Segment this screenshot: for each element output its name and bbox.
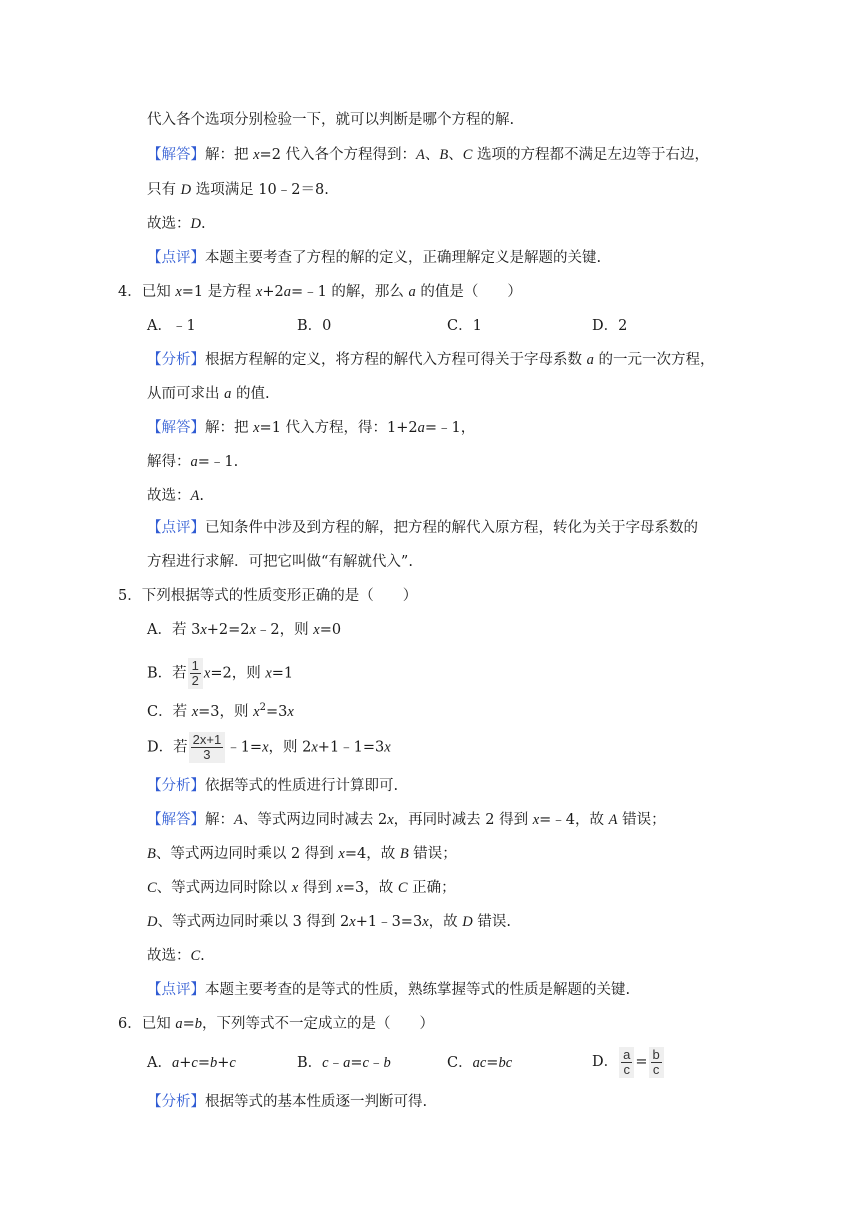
q4-analysis-line2: 从而可求出 a 的值. bbox=[147, 386, 270, 402]
q4-stem: 4．已知 x=1 是方程 x+2a=﹣1 的解，那么 a 的值是（ ） bbox=[118, 284, 522, 300]
q4-answer-line1: 【解答】解：把 x=1 代入方程，得：1+2a=﹣1， bbox=[147, 420, 476, 436]
analysis-tag: 【分析】 bbox=[147, 352, 205, 368]
fraction-image: $\frac{1}{2}$ bbox=[188, 658, 203, 689]
answer-tag: 【解答】 bbox=[147, 147, 205, 163]
q4-analysis-line1: 【分析】根据方程解的定义，将方程的解代入方程可得关于字母系数 a 的一元一次方程， bbox=[147, 352, 715, 368]
q6-option-b: B．c﹣a=c﹣b bbox=[297, 1055, 391, 1071]
q4-comment-line2: 方程进行求解．可把它叫做“有解就代入”. bbox=[147, 554, 413, 570]
q5-comment: 【点评】本题主要考查的是等式的性质，熟练掌握等式的性质是解题的关键. bbox=[147, 982, 631, 998]
comment-tag: 【点评】 bbox=[147, 520, 205, 536]
q6-analysis: 【分析】根据等式的基本性质逐一判断可得. bbox=[147, 1094, 428, 1110]
comment-tag: 【点评】 bbox=[147, 250, 205, 266]
q6-option-d: D． $\frac{a}{c}$ = $\frac{b}{c}$ bbox=[592, 1045, 665, 1079]
q5-answer-line4: D、等式两边同时乘以 3 得到 2x+1﹣3=3x，故 D 错误. bbox=[147, 914, 511, 930]
q5-choose: 故选：C. bbox=[147, 948, 205, 964]
q4-option-d: D．2 bbox=[592, 318, 628, 334]
comment-tag: 【点评】 bbox=[147, 982, 205, 998]
q4-option-b: B．0 bbox=[297, 318, 332, 334]
fraction-image: $\frac{b}{c}$ bbox=[649, 1047, 664, 1078]
q5-option-b: B．若 $\frac{1}{2}$ x=2，则 x=1 bbox=[147, 658, 294, 688]
prev-answer-line1: 【解答】解：把 x=2 代入各个方程得到：A、B、C 选项的方程都不满足左边等于右边， bbox=[147, 147, 710, 163]
q4-choose: 故选：A. bbox=[147, 488, 204, 504]
q5-answer-line3: C、等式两边同时除以 x 得到 x=3，故 C 正确； bbox=[147, 880, 456, 896]
analysis-tag: 【分析】 bbox=[147, 778, 205, 794]
analysis-tag: 【分析】 bbox=[147, 1094, 205, 1110]
q6-stem: 6．已知 a=b，下列等式不一定成立的是（ ） bbox=[118, 1016, 434, 1032]
q4-option-c: C．1 bbox=[447, 318, 482, 334]
q5-option-c: C．若 x=3，则 $x^2=3x$ bbox=[147, 702, 294, 720]
q5-option-a: A．若 3x+2=2x﹣2，则 x=0 bbox=[147, 622, 342, 638]
q4-solve: 解得：a=﹣1. bbox=[147, 454, 239, 470]
q5-answer-line2: B、等式两边同时乘以 2 得到 x=4，故 B 错误； bbox=[147, 846, 457, 862]
q6-option-a: A．a+c=b+c bbox=[147, 1055, 236, 1071]
q4-comment-line1: 【点评】已知条件中涉及到方程的解，把方程的解代入原方程，转化为关于字母系数的 bbox=[147, 520, 698, 536]
q5-answer-line1: 【解答】解：A、等式两边同时减去 2x，再同时减去 2 得到 x=﹣4，故 A 错误； bbox=[147, 812, 666, 828]
answer-tag: 【解答】 bbox=[147, 420, 205, 436]
q6-option-c: C．ac=bc bbox=[447, 1055, 513, 1071]
q5-stem: 5．下列根据等式的性质变形正确的是（ ） bbox=[118, 588, 418, 604]
answer-tag: 【解答】 bbox=[147, 812, 205, 828]
prev-comment: 【点评】本题主要考查了方程的解的定义，正确理解定义是解题的关键. bbox=[147, 250, 602, 266]
fraction-image: $\frac{a}{c}$ bbox=[619, 1047, 634, 1078]
prev-answer-line2: 只有 D 选项满足 10﹣2＝8. bbox=[147, 182, 329, 198]
prev-choose: 故选：D. bbox=[147, 216, 206, 232]
q4-option-a: A．﹣1 bbox=[147, 318, 196, 334]
prev-analysis-tail: 代入各个选项分别检验一下，就可以判断是哪个方程的解. bbox=[147, 112, 515, 128]
q5-analysis: 【分析】依据等式的性质进行计算即可. bbox=[147, 778, 399, 794]
fraction-image: $\frac{2x+1}{3}$ bbox=[189, 732, 226, 763]
q5-option-d: D．若 $\frac{2x+1}{3}$ ﹣1=x，则 2x+1﹣1=3x bbox=[147, 732, 391, 762]
